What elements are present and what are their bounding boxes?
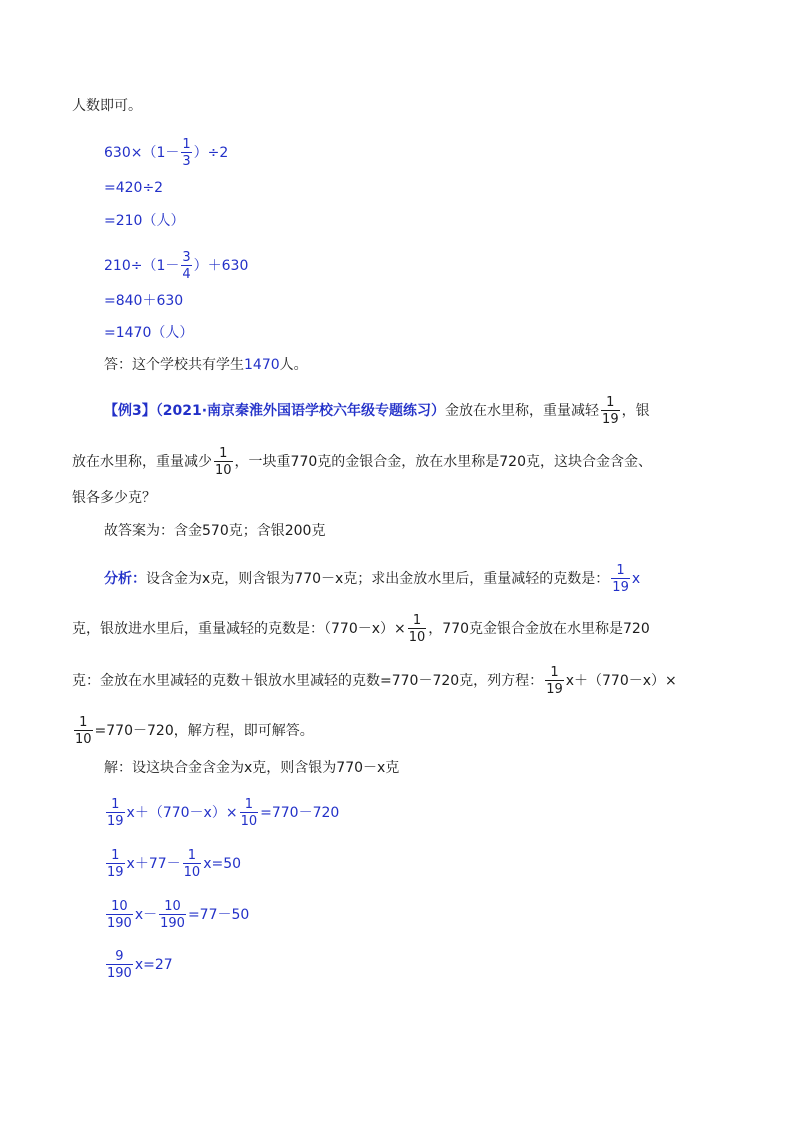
question-text: 放在水里称，重量减少 [72,454,212,470]
example-tag: 【例3】 [104,403,156,419]
expr-part: x=27 [134,957,173,973]
variable: x [631,571,641,587]
denominator: 10 [215,463,232,478]
numerator: 1 [606,395,615,410]
solution-setup: 解：设这块合金含金为x克，则含银为770－x克 [104,760,400,776]
calc-step-2: =420÷2 [104,180,164,196]
denominator: 10 [408,630,426,645]
denominator: 3 [182,154,191,169]
fraction [106,950,133,980]
calc-step-5: =840＋630 [104,293,184,309]
solution-eq-1 [104,798,339,828]
intro-text: 人数即可。 [72,98,142,114]
denominator: 10 [240,814,258,829]
solution-eq-4 [104,950,173,980]
expr-part: ）÷2 [193,145,229,161]
fraction [106,798,125,828]
analysis-text: 克，银放进水里后，重量减轻的克数是：（770－x）× [72,621,406,637]
numerator: 10 [164,899,181,914]
calc-step-1 [104,138,228,168]
expr-part: 630×（1－ [104,145,180,161]
denominator: 19 [602,412,619,427]
numerator: 3 [182,250,191,265]
fraction [611,564,630,594]
denominator: 19 [107,814,124,829]
calc-answer [104,355,308,375]
fraction [181,138,191,168]
example3-question-line2 [72,447,652,477]
analysis-text: x＋（770－x）× [565,673,677,689]
numerator: 10 [111,899,128,914]
denominator: 190 [160,916,185,931]
fraction [408,614,427,644]
analysis-label: 分析： [104,571,146,587]
example3-question-line1 [104,396,650,426]
analysis-text: ，770克金银合金放在水里称是720 [428,621,650,637]
numerator: 1 [219,446,228,461]
denominator: 10 [183,865,201,880]
expr-part: x－ [134,907,158,923]
fraction [240,798,259,828]
expr-part: =77－50 [187,907,250,923]
numerator: 1 [111,848,120,863]
expr-part: 210÷（1－ [104,258,180,274]
numerator: 1 [616,563,625,578]
example-source: （2021·南京秦淮外国语学校六年级专题练习） [155,403,446,419]
calc-step-3: =210（人） [104,213,185,229]
calc-step-6: =1470（人） [104,325,194,341]
denominator: 10 [75,732,92,747]
numerator: 1 [182,137,191,152]
solution-eq-3 [104,900,249,930]
question-text: ，一块重770克的金银合金，放在水里称是720克，这块合金含金、 [234,454,652,470]
numerator: 1 [79,715,88,730]
question-text: 金放在水里称，重量减轻 [445,403,600,419]
analysis-line3 [72,666,677,696]
expr-part: ）＋630 [193,258,249,274]
analysis-text: =770－720，解方程，即可解答。 [94,723,314,739]
expr-part: x＋77－ [126,856,181,872]
example3-answer: 故答案为：含金570克；含银200克 [104,523,326,539]
analysis-text: 克：金放在水里减轻的克数＋银放水里减轻的克数=770－720克，列方程： [72,673,544,689]
denominator: 19 [107,865,124,880]
analysis-text: 设含金为x克，则含银为770－x克；求出金放水里后，重量减轻的克数是： [146,571,610,587]
denominator: 190 [107,966,132,981]
answer-prefix: 答：这个学校共有学生 [104,357,244,373]
numerator: 1 [187,848,197,863]
numerator: 1 [412,613,422,628]
fraction [183,849,202,879]
numerator: 9 [115,949,124,964]
denominator: 19 [612,580,629,595]
fraction [181,251,191,281]
fraction [106,849,125,879]
fraction [545,666,564,696]
analysis-line2 [72,614,650,644]
analysis-line1 [104,564,640,594]
analysis-line4 [72,716,314,746]
fraction [601,396,620,426]
calc-step-4 [104,251,248,281]
solution-eq-2 [104,849,241,879]
question-text: ，银 [621,403,650,419]
expr-part: =770－720 [260,805,340,821]
fraction [214,447,233,477]
answer-value: 1470 [244,357,280,373]
expr-part: x=50 [203,856,242,872]
example3-question-line3: 银各多少克？ [72,490,156,506]
fraction [106,900,133,930]
denominator: 19 [546,682,563,697]
numerator: 1 [550,665,559,680]
fraction [74,716,93,746]
denominator: 4 [182,267,191,282]
expr-part: x＋（770－x）× [126,805,238,821]
fraction [159,900,186,930]
denominator: 190 [107,916,132,931]
answer-suffix: 人。 [279,357,308,373]
numerator: 1 [111,797,120,812]
numerator: 1 [244,797,253,812]
